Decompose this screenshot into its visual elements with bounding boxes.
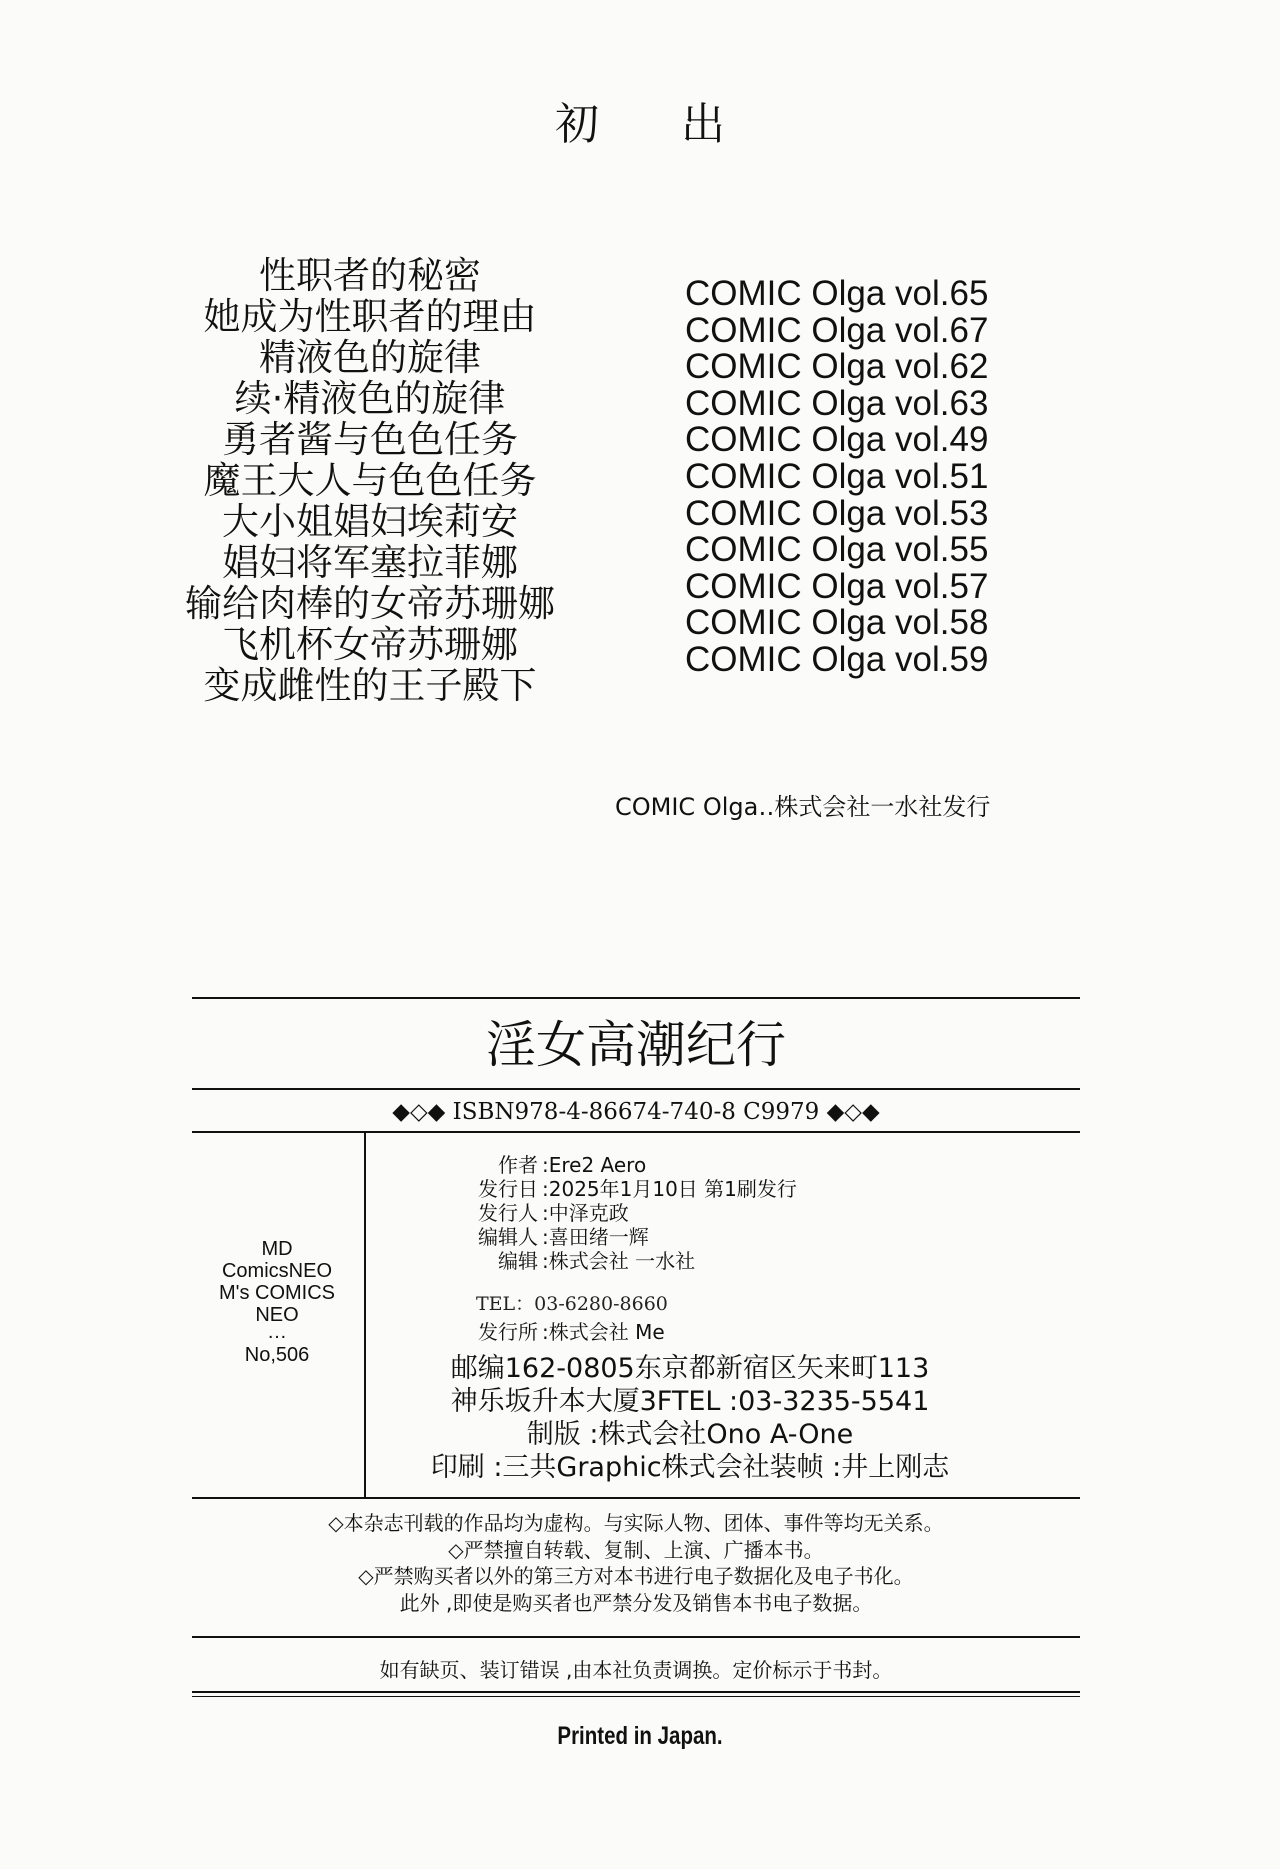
address-line: 制版 :株式会社Ono A-One [526, 1419, 854, 1450]
colophon-top-rule [192, 997, 1080, 999]
source-issue: COMIC Olga vol.53 [685, 493, 989, 533]
book-title: 淫女高潮纪行 [486, 1016, 786, 1074]
story-title: 输给肉棒的女帝苏珊娜 [185, 582, 555, 625]
source-issue: COMIC Olga vol.51 [685, 456, 989, 496]
printed-in-japan: Printed in Japan. [557, 1722, 723, 1750]
credit-row-editor-person [380, 1225, 1000, 1249]
story-title: 飞机杯女帝苏珊娜 [222, 623, 518, 666]
legal-notices [192, 1510, 1080, 1616]
source-issue: COMIC Olga vol.59 [685, 639, 989, 679]
series-number: No,506 [244, 1344, 310, 1366]
source-issue: COMIC Olga vol.65 [685, 274, 989, 313]
notice-line: ◇严禁擅自转载、复制、上演、广播本书。 [448, 1537, 824, 1562]
credits-bottom-rule [192, 1497, 1080, 1499]
notice-line: ◇本杂志刊载的作品均为虚构。与实际人物、团体、事件等均无关系。 [328, 1511, 944, 1535]
source-issue: COMIC Olga vol.49 [685, 420, 989, 460]
source-issue: COMIC Olga vol.67 [685, 310, 989, 350]
credit-row-date [380, 1177, 1000, 1201]
source-issue: COMIC Olga vol.55 [685, 530, 989, 570]
source-issue: COMIC Olga vol.58 [685, 603, 989, 643]
series-line: MD [261, 1238, 293, 1260]
story-title: 勇者酱与色色任务 [222, 418, 518, 461]
story-title: 变成雌性的王子殿下 [203, 664, 537, 707]
credit-label: 编辑 [498, 1249, 538, 1273]
story-title: 续·精液色的旋律 [234, 377, 506, 420]
first-appearance-heading: 初 出 [555, 99, 759, 150]
series-info [192, 1238, 362, 1366]
source-issue: COMIC Olga vol.57 [685, 566, 989, 606]
footnote-bottom-rule [192, 1691, 1080, 1693]
title-bottom-rule [192, 1088, 1080, 1090]
publisher-value: :株式会社 Me [542, 1320, 665, 1344]
story-title: 她成为性职者的理由 [203, 295, 537, 338]
telephone: TEL：03-6280-8660 [476, 1293, 668, 1315]
story-title: 性职者的秘密 [259, 254, 481, 297]
credit-value: :2025年1月10日 第1刷发行 [542, 1177, 797, 1201]
footnote-double-rule [192, 1696, 1080, 1697]
story-title: 魔王大人与色色任务 [203, 459, 537, 502]
story-title: 娼妇将军塞拉菲娜 [222, 541, 518, 584]
notice-line: 此外 ,即使是购买者也严禁分发及销售本书电子数据。 [399, 1590, 873, 1615]
address-line: 神乐坂升本大厦3FTEL :03-3235-5541 [450, 1386, 930, 1417]
series-line: … [267, 1321, 287, 1343]
story-title-list [150, 255, 590, 706]
credit-label: 发行日 [478, 1177, 538, 1201]
address-block [380, 1352, 1000, 1484]
series-divider [364, 1133, 366, 1497]
series-line: M's COMICS [218, 1282, 336, 1304]
source-issue: COMIC Olga vol.62 [685, 347, 989, 387]
isbn-line: ◆◇◆ ISBN978-4-86674-740-8 C9979 ◆◇◆ [392, 1099, 880, 1125]
publisher-label: 发行所 [478, 1320, 538, 1344]
source-issue: COMIC Olga vol.63 [685, 383, 989, 423]
publisher-row [380, 1316, 665, 1345]
magazine-publisher-note: COMIC Olga‥株式会社一水社发行 [615, 793, 991, 821]
credits-block [380, 1153, 1000, 1273]
credit-value: :株式会社 一水社 [542, 1249, 696, 1273]
isbn-bottom-rule [192, 1131, 1080, 1133]
series-line: ComicsNEO [221, 1260, 332, 1282]
story-title: 大小姐娼妇埃莉安 [222, 500, 518, 543]
series-line: NEO [255, 1304, 299, 1326]
credit-row-issuer [380, 1201, 1000, 1225]
credit-row-author [380, 1153, 1000, 1177]
address-line: 印刷 :三共Graphic株式会社装帧 :井上刚志 [430, 1452, 950, 1483]
notice-line: ◇严禁购买者以外的第三方对本书进行电子数据化及电子书化。 [358, 1564, 914, 1588]
credit-row-editor [380, 1249, 1000, 1273]
credit-value: :中泽克政 [542, 1201, 629, 1225]
credit-label: 编辑人 [478, 1225, 538, 1249]
story-title: 精液色的旋律 [259, 336, 481, 379]
address-line: 邮编162-0805东京都新宿区矢来町113 [450, 1353, 930, 1384]
source-list [685, 276, 1015, 679]
replacement-note: 如有缺页、装订错误 ,由本社负责调换。定价标示于书封。 [379, 1658, 893, 1682]
credit-value: :Ere2 Aero [542, 1153, 647, 1177]
notices-bottom-rule [192, 1636, 1080, 1638]
credit-label: 作者 [498, 1153, 538, 1177]
credit-value: :喜田绪一辉 [542, 1225, 649, 1249]
credit-label: 发行人 [478, 1201, 538, 1225]
